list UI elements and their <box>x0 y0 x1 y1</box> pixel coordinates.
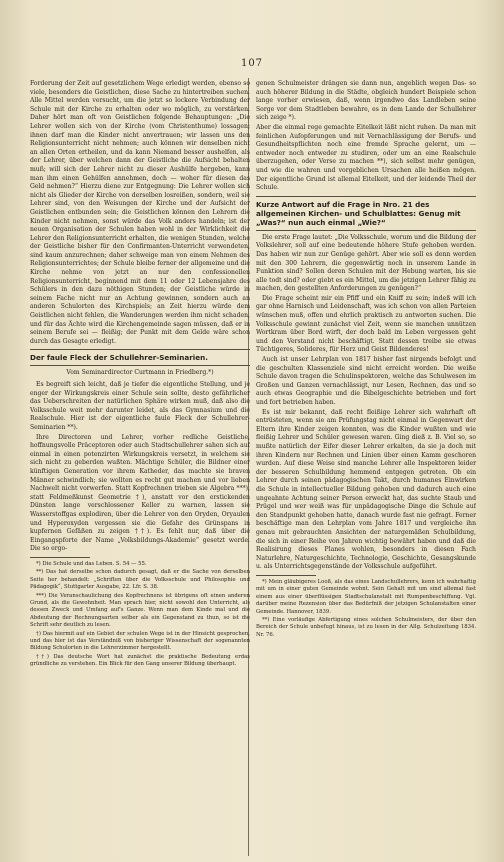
paragraph: Forderung der Zeit auf gesetzlichem Wege erledigt werden, ebenso so viele, besonders die Geistlichen, diese Sache zu hintertreiben suchen. Alle Mittel werden versucht, um die jetzt so lockere Verbindung der Schule mit der Kirche zu erhalten oder wo möglich, zu verstärken. Daher hört man oft von Geistlichen folgende Behauptungen: „Die Lehrer wollen sich von der Kirche (vom Christenthume) lossagen; ihnen darf man die Kinder nicht anvertrauen; wir lassen uns den Religionsunterricht nicht nehmen; auch können wir denselben nicht an allen Orten ertheilen, und da kann Niemand besser aushelfen, als der Lehrer, über welchen dann der Geistliche die Aufsicht behalten muß; will sich der Lehrer nicht zu dieser Aushülfe hergeben, kann man ihm einen Gehülfen annehmen, doch — woher für diesen das Geld nehmen?“ Hierzu diene zur Entgegnung: Die Lehrer wollen sich nicht als Glieder der Kirche von derselben losreißen, sondern, weil sie Lehrer sind, von den Weisungen der Kirche und der Aufsicht der Geistlichen entbunden sein; die Geistlichen können den Lehrern die Kinder nicht nehmen, sonst würde das Volk anders handeln; ist der neuen Organisation der Schulen haben wohl in der Wirklichkeit die Lehrer den Religionsunterricht erhalten, die wenigen Stunden, welche der Geistliche bisher für den Confirmanten-Unterricht verwendeten, sind kaum anzurechnen; daher schweige man von einem Nehmen des Religionsunterrichtes; der Schule bleibe ferner der allgemeine und die Kirche nehme von jetzt an nur den confessionellen Religionsunterricht, beginnend mit dem 11 oder 12 Lebensjahre des Schülers in den dazu nöthigen Stunden; der Geistliche würde in seinem Fache nicht nur an Achtung gewinnen, sondern auch an anderen Schulorten des Kirchspiels; an Zeit hierzu würde dem Geistlichen nicht fehlen, die Wanderungen werden ihm nicht schaden, und für das Ächte wird die Kirchengemeinde sagen müssen, daß er in seinem Berufe sei — fleißig; der Punkt mit dem Gelde wäre schon durch das Gesagte erledigt. <box>30 80 250 345</box>
section-divider <box>256 230 476 231</box>
paragraph: genen Schulmeister drängen sie dann nun, angeblich wegen Das- so auch höherer Bildung in die Städte, obgleich hundert Beispiele schon lange vorher erwiesen, daß, wenn irgendwo das Landleben seine Sorge vor dem Stadtleben bewahre, es in dem Lande der Schullehrer sich zeige *). <box>256 80 476 122</box>
right-section-text <box>256 234 476 572</box>
section-divider <box>30 349 250 350</box>
left-column <box>30 80 250 856</box>
paragraph: Die Frage scheint mir ein Pfiff und ein Kniff zu sein; indeß will ich gar ohne Harnisch und Leidenschaft, was ich schon von allen Parteien wünschen muß, offen und ehrlich praktisch zu antworten suchen. Die Volksschule gewinnt zunächst viel Zeit, wenn sie manchen unnützen Wortkram über Bord wirft, der doch bald im Leben vergessen geht und den Verstand nicht beschäftigt. Statt dessen treibe sie etwas Tüchtigeres, Solideres, für Herz und Geist Bildenderes! <box>256 294 476 354</box>
footnote-divider <box>256 575 316 576</box>
left-section-title: Der faule Fleck der Schullehrer-Seminarien. <box>30 353 208 363</box>
right-section-title: Kurze Antwort auf die Frage in Nro. 21 des allgemeinen Kirchen- und Schulblattes: Genug mit „Was?“ nun auch einmal „Wie?“ <box>256 199 461 227</box>
left-byline: Vom Seminardirector Curtmann in Friedberg.*) <box>66 369 214 377</box>
right-footnotes <box>256 579 476 639</box>
paragraph: Aber die einmal rege gemachte Eitelkeit läßt nicht ruhen. Da man mit feinlichen Aufopferungen und mit Vernachlässigung der Berufs- und Gesundheitspflichten noch eine fremde Sprache gelernt, um — entweder noch entweder zu studiren, oder um an eine Realschule überzugehen, oder Verse zu machen **), sich selbst mehr genügen, und wie die wahren und vorgeblichen Ursachen alle heißen mögen. Der eigentliche Grund ist allemal Eitelkeit, und der leidende Theil der Schule. <box>256 123 476 192</box>
footnote: ***) Die Veranschaulichung des Kopfrechnens ist übrigens oft einen anderen Grund, als die Gewohnheit. Man sprach hier, nicht sowohl den Unterricht, als dessen Zweck und Umfang auf's Ganze. Wenn man dem Kinde mal und die Abdeutung der Rechnungsarten selber als ein Gegenstand zu thun, so ist die Schrift sehr deutlich zu lesen. <box>30 592 250 629</box>
footnote-divider <box>30 557 90 558</box>
footnote: *) Die Schule und das Leben. S. 54 — 55. <box>36 560 147 567</box>
paragraph: Es ist mir bekannt, daß recht fleißige Lehrer sich wahrhaft oft entrüsteten, wenn sie am Prüfungstag nicht einmal in Gegenwart der Eltern ihre Kinder zeigen konnten, was die Kinder wußten und wie fleißig Lehrer und Schüler gewesen waren. Ging dieß z. B. Viel so, so mußte natürlich der Eifer dieser Lehrer erkalten, da sie ja doch mit ihren Kindern nur Rechnen und Linien über einen Kamm geschoren wurden. Auf diese Weise sind manche Lehrer alle Inspektoren leider der besseren Schulbildung hemmend entgegen getreten. Ob ein Lehrer durch seinen pädagogischen Takt, durch humanes Einwirken die Schule in intellectueller Bildung gehoben und dadurch auch eine ungeahnte Achtung seiner Person erweckt hat, das suchte Staub und Prügel und wer weiß was für unpädagogische Dinge die Schule auf den Standpunkt gehoben hatte, danach wurde fast nie gefragt. Ferner beschäftige man den Lehrplan vom Jahre 1817 und vergleiche ihn genau mit gebrauchten Ansichten der naturgemäßen Schulbildung, die sich in einer Reihe von Jahren wichtig bewährt haben und daß die Realisirung dieses Planes wohlen, besonders in diesen Fach Naturlehre, Naturgeschichte, Technologie, Geschichte, Gesangskunde u. als Unterrichtsgegenstände der Volksschule aufgeführt. <box>256 408 476 571</box>
right-column <box>256 80 476 856</box>
paragraph: Es begreift sich leicht, daß je tiefer die eigentliche Stellung, und je enger der Wirkungskreis einer Schule sein sollte, desto gefährlicher das Ueberschreiten der natürlichen Sphäre wirken muß, daß also die Volksschule weit mehr darunter leidet, als das Gymnasium und die Realschule. Hier ist der eigentliche faule Fleck der Schullehrer-Seminarien **). <box>30 381 250 431</box>
paragraph: Ihre Directoren und Lehrer, vorher redliche Geistliche, hoffnungsvolle Präceptoren oder auch Stadtschullehrer sahen sich auf einmal in einen potenzirten Wirkungskreis versetzt, in welchem sie sich nicht zu geberden wußten. Mächtige Schüler, die Bildner einer künftigen Generation vor ihrem Katheder, das machte sie braven Männer schwindlich; sie wollten es recht gut machen und vor lieben Nachwelt nicht vorwerfen. Statt Kopfrechnen trieben sie Algebra ***), statt Feldmeßkunst Geometrie †), anstatt vor den erstickenden Dünsten lange verschlossener Keller zu warnen, lassen sie Wasserstoffgas explodiren, über die Lehrer von den Oryden, Oryaulen und Hyperoxyden vergessen sie die Gefahr des Grünspans in kupfernen Gefäßen zu zeigen ††). Es fehlt nur, daß über die Eingangspforte der Name „Volksbildungs-Akademie“ gesetzt werde. Die so ergo- <box>30 433 250 553</box>
left-section-text <box>30 381 250 554</box>
left-intro-text <box>30 80 250 346</box>
left-footnotes <box>30 561 250 669</box>
page-number: 107 <box>240 58 264 69</box>
section-divider <box>256 196 476 197</box>
section-divider <box>30 365 250 366</box>
footnote: **) Eine vorläufige Abfertigung eines solchen Schulmeisters, der über den Bereich der Schule unbefugt hinaus, ist zu lesen in der Allg. Schulzeitung 1834. Nr. 76. <box>256 616 476 638</box>
right-intro-text <box>256 80 476 193</box>
footnote: ††) Das deutsche Wort hat zunächst die praktische Bedeutung erdas gründliche zu verstehen. Ein Blick für den Gang unserer Bildung überhaupt. <box>30 653 250 668</box>
paragraph: Auch ist unser Lehrplan von 1817 bisher fast nirgends befolgt und die geschulten Klassenziele sind nicht erreicht worden. Die weiße Schule davon tragen die Schulinspektoren, welche das Schulwesen im Großen und Ganzen vernachlässigt, nur Lesen, Rechnen, das und so auch etwas Geographie und die Bibelgeschichte betrieben und fort und fort betrieben haben. <box>256 356 476 406</box>
paragraph: Die erste Frage lautet: „Die Volksschule, worum und die Bildung der Volkslehrer, soll auf eine bedeutende höhere Stufe gehoben werden. Das haben wir nun zur Genüge gehört. Aber wie soll es denn werden mit den 300 Lehrern, die gegenwärtig noch in unserem Lande in Funktion sind? Sollen deren Schulen mit der Hebung warten, bis sie alle todt sind? oder giebt es ein Mittel, um die jetzigen Lehrer fähig zu machen, den gestellten Anforderungen zu genügen?“ <box>256 233 476 293</box>
footnote: *) Mein gläubigeres Looß, als das eines Landschullehrers, kenn ich wahrhaftig mit um in einer guten Gemeinde wohnt. Sein Gehalt mit um sind allemal fast einem aus einer überflüssigen Stadtschulanstalt mit Rumpenbeschiffung. Vgl. darüber meine Rezension über das Bedürfniß der jetzigen Schulanstalten einer Gemeinde. Hannover, 1839. <box>256 578 476 615</box>
footnote: †) Das hiermit auf ein Gebiet der schulen Wege ist in der Hinsicht gesprochen, und das hier ist das Verständniß von bisheriger Wissenschaft der sogenannten Bildung Schulorten in die Lehrerzimmer hergestellt. <box>30 630 250 652</box>
footnote: **) Das hat derselbe schon dadurch gesagt, daß er die Sache von derselben Seite her behandelt: „Schriften über die Volksschule und Philosophie und Pädagogik“, Stuttgarter Ausgabe, 22. Lfr. S. 38. <box>30 569 250 591</box>
